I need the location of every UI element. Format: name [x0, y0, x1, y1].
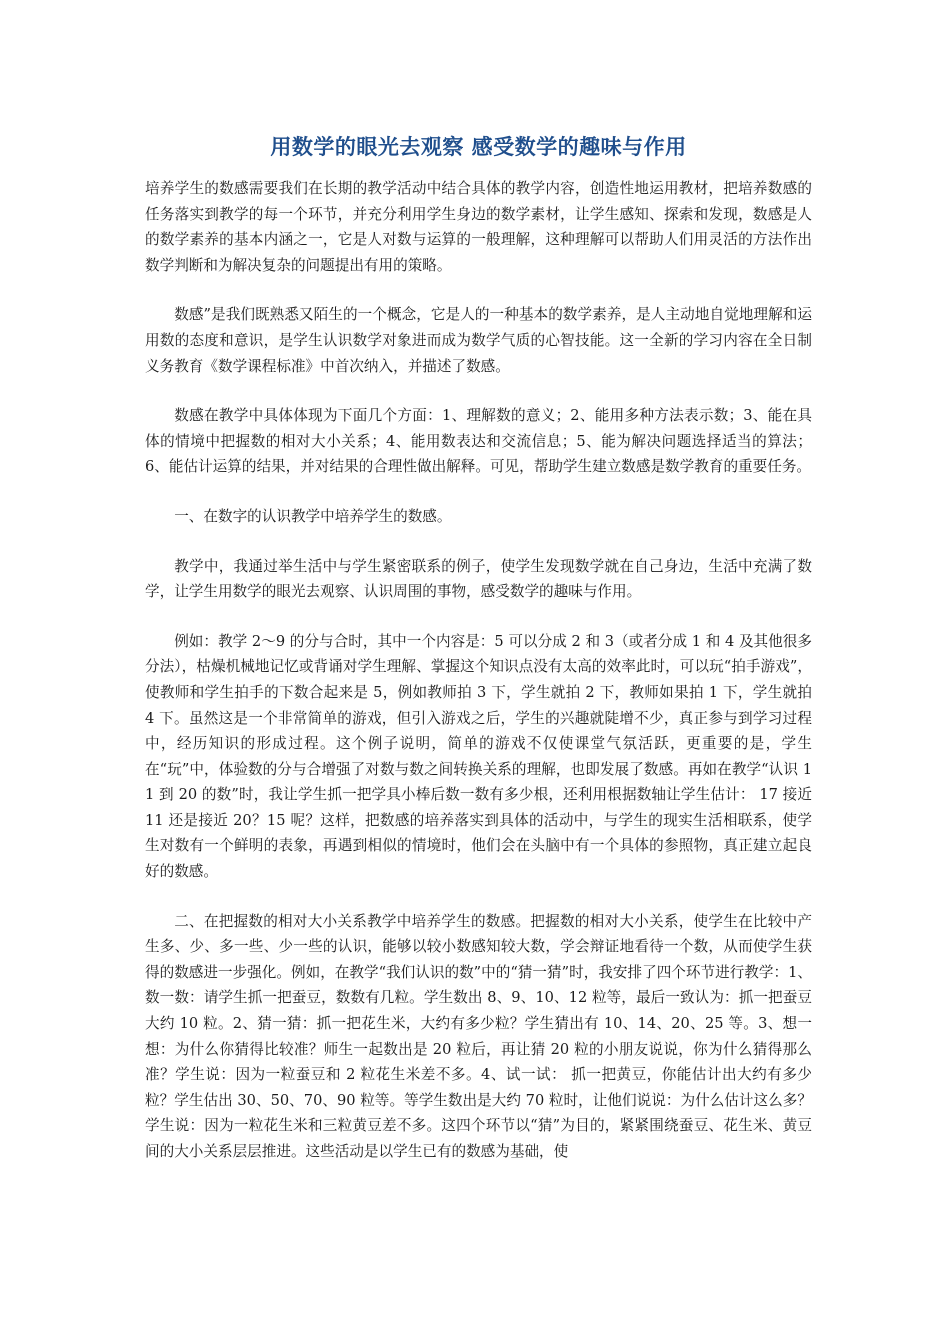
- paragraph-clapping-game: 例如：教学 2～9 的分与合时，其中一个内容是：5 可以分成 2 和 3（或者分成 1 和 4 及其他很多分法），枯燥机械地记忆或背诵对学生理解、掌握这个知识点没有太高的效率此时，可以玩“拍手游戏”，使教师和学生拍手的下数合起来是 5，例如教师拍 3 下，学生就拍 2 下，教师如果拍 1 下，学生就拍 4 下。虽然这是一个非常简单的游戏，但引入游戏之后，学生的兴趣就陡增不少，真正参与到学习过程中，经历知识的形成过程。这个例子说明，简单的游戏不仅使课堂气氛活跃，更重要的是，学生在“玩”中，体验数的分与合增强了对数与数之间转换关系的理解，也即发展了数感。再如在教学“认识 11 到 20 的数”时，我让学生抓一把学具小棒后数一数有多少根，还利用根据数轴让学生估计： 17 接近 11 还是接近 20？15 呢？这样，把数感的培养落实到具体的活动中，与学生的现实生活相联系，使学生对数有一个鲜明的表象，再遇到相似的情境时，他们会在头脑中有一个具体的参照物，真正建立起良好的数感。: [145, 632, 812, 881]
- paragraph-teaching-example: 教学中，我通过举生活中与学生紧密联系的例子，使学生发现数学就在自己身边，生活中充满了数学，让学生用数学的眼光去观察、认识周围的事物，感受数学的趣味与作用。: [145, 557, 812, 601]
- document-title: 用数学的眼光去观察 感受数学的趣味与作用: [270, 135, 687, 159]
- paragraph-intro: 培养学生的数感需要我们在长期的教学活动中结合具体的教学内容，创造性地运用教材，把培养数感的任务落实到教学的每一个环节，并充分利用学生身边的数学素材，让学生感知、探索和发现，数感是人的数学素养的基本内涵之一，它是人对数与运算的一般理解，这种理解可以帮助人们用灵活的方法作出数学判断和为解决复杂的问题提出有用的策略。: [145, 180, 812, 274]
- paragraph-number-sense-aspects: 数感在教学中具体体现为下面几个方面：1、理解数的意义；2、能用多种方法表示数；3、能在具体的情境中把握数的相对大小关系；4、能用数表达和交流信息；5、能为解决问题选择适当的算法；6、能估计运算的结果，并对结果的合理性做出解释。可见，帮助学生建立数感是数学教育的重要任务。: [145, 407, 812, 476]
- paragraph-relative-size: 二、在把握数的相对大小关系教学中培养学生的数感。把握数的相对大小关系，使学生在比较中产生多、少、多一些、少一些的认识，能够以较小数感知较大数，学会辩证地看待一个数，从而使学生获得的数感进一步强化。例如，在教学“我们认识的数”中的“猜一猜”时，我安排了四个环节进行教学：1、数一数：请学生抓一把蚕豆，数数有几粒。学生数出 8、9、10、12 粒等，最后一致认为：抓一把蚕豆大约 10 粒。2、猜一猜：抓一把花生米，大约有多少粒？学生猜出有 10、14、20、25 等。3、想一想：为什么你猜得比较准？师生一起数出是 20 粒后，再让猜 20 粒的小朋友说说，你为什么猜得那么准？学生说：因为一粒蚕豆和 2 粒花生米差不多。4、试一试： 抓一把黄豆，你能估计出大约有多少粒？学生估出 30、50、70、90 粒等。等学生数出是大约 70 粒时，让他们说说：为什么估计这么多？学生说：因为一粒花生米和三粒黄豆差不多。这四个环节以“猜”为目的，紧紧围绕蚕豆、花生米、黄豆间的大小关系层层推进。这些活动是以学生已有的数感为基础，使: [145, 912, 812, 1160]
- section-heading-one: 一、在数字的认识教学中培养学生的数感。: [174, 507, 452, 525]
- paragraph-number-sense-concept: 数感”是我们既熟悉又陌生的一个概念，它是人的一种基本的数学素养，是人主动地自觉地理解和运用数的态度和意识，是学生认识数学对象进而成为数学气质的心智技能。这一全新的学习内容在全日制义务教育《数学课程标准》中首次纳入，并描述了数感。: [145, 306, 812, 375]
